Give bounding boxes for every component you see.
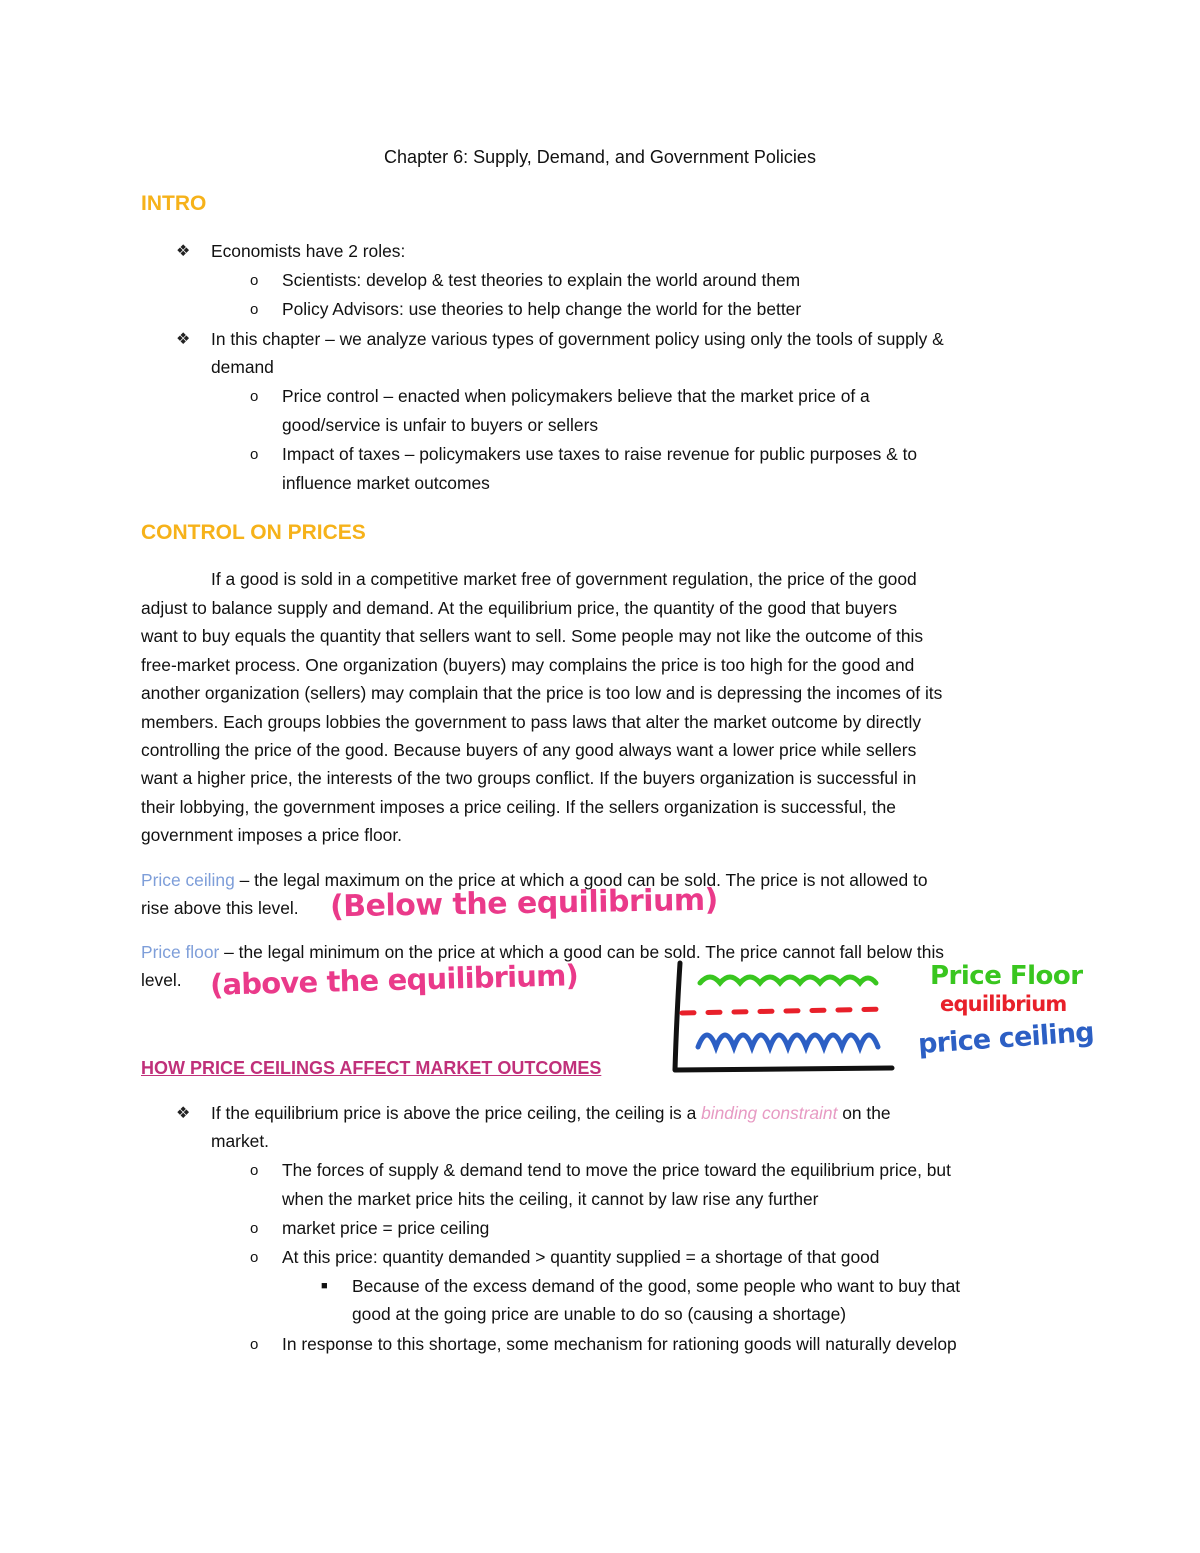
price-ceilings-heading: HOW PRICE CEILINGS AFFECT MARKET OUTCOMES: [141, 1058, 602, 1078]
control-paragraph-line: government imposes a price floor.: [141, 825, 402, 845]
price-ceiling-line: [698, 1035, 878, 1047]
price-floor-definition-line-2: level.: [141, 970, 182, 990]
control-paragraph-line: If a good is sold in a competitive market free of government regulation, the price of the good: [211, 569, 917, 589]
price-ceiling-text: – the legal maximum on the price at which a good can be sold. The price is not allowed to: [234, 870, 928, 890]
intro-taxes-line-1: Impact of taxes – policymakers use taxes to raise revenue for public purposes & to: [282, 444, 918, 464]
price-ceiling-term: Price ceiling: [141, 870, 235, 890]
circle-bullet-icon: o: [250, 1336, 259, 1353]
intro-heading: INTRO: [141, 192, 207, 215]
circle-bullet-icon: o: [250, 1220, 259, 1237]
intro-taxes-line-2: influence market outcomes: [282, 473, 490, 493]
control-paragraph-line: want to buy equals the quantity that sellers want to sell. Some people may not like the outcome of this: [141, 626, 924, 646]
handwritten-below-equilibrium: (Below the equilibrium): [329, 882, 719, 925]
ceilings-bullet-1-line-2: market.: [211, 1131, 269, 1151]
legend-equilibrium: equilibrium: [940, 992, 1067, 1016]
control-paragraph-line: another organization (sellers) may complain that the price is too low and is depressing the incomes of its: [141, 683, 943, 703]
equilibrium-line: [682, 1009, 888, 1013]
control-heading: CONTROL ON PRICES: [141, 521, 366, 544]
ceilings-sub-1-line-2: when the market price hits the ceiling, it cannot by law rise any further: [282, 1189, 819, 1209]
intro-bullet-2-line-2: demand: [211, 357, 274, 377]
diamond-bullet-icon: ❖: [176, 243, 191, 260]
intro-sub-1: Scientists: develop & test theories to explain the world around them: [282, 270, 801, 290]
legend-price-ceiling: price ceiling: [917, 1016, 1095, 1061]
price-floor-term: Price floor: [141, 942, 220, 962]
ceilings-sub-3-a-line-1: Because of the excess demand of the good, some people who want to buy that: [352, 1276, 961, 1296]
ceilings-sub-3-a-line-2: good at the going price are unable to do so (causing a shortage): [352, 1304, 847, 1324]
hand-drawn-price-diagram: [660, 955, 905, 1080]
binding-constraint-term: binding constraint: [701, 1103, 838, 1123]
circle-bullet-icon: o: [250, 1162, 259, 1179]
legend-price-floor: Price Floor: [930, 961, 1083, 991]
circle-bullet-icon: o: [250, 446, 259, 463]
circle-bullet-icon: o: [250, 1249, 259, 1266]
intro-bullet-1: Economists have 2 roles:: [211, 241, 406, 261]
control-paragraph-line: free-market process. One organization (buyers) may complains the price is too high for the good and: [141, 655, 915, 675]
price-floor-line: [700, 977, 876, 983]
intro-sub-2: Policy Advisors: use theories to help change the world for the better: [282, 299, 802, 319]
ceilings-bullet-1-tail: on the: [837, 1103, 891, 1123]
circle-bullet-icon: o: [250, 388, 259, 405]
ceilings-sub-2: market price = price ceiling: [282, 1218, 490, 1238]
price-floor-text: – the legal minimum on the price at which a good can be sold. The price cannot fall below this: [219, 942, 944, 962]
control-paragraph-line: members. Each groups lobbies the government to pass laws that alter the market outcome by directly: [141, 712, 922, 732]
ceilings-bullet-1-text: If the equilibrium price is above the price ceiling, the ceiling is a: [211, 1103, 702, 1123]
control-paragraph-line: want a higher price, the interests of the two groups conflict. If the buyers organization is successful in: [141, 768, 917, 788]
diamond-bullet-icon: ❖: [176, 1105, 191, 1122]
square-bullet-icon: ■: [321, 1280, 328, 1292]
price-ceiling-definition-line-2: rise above this level.: [141, 898, 299, 918]
ceilings-bullet-1: [211, 1099, 891, 1128]
ceilings-sub-4: In response to this shortage, some mechanism for rationing goods will naturally develop: [282, 1334, 957, 1354]
ceilings-sub-1-line-1: The forces of supply & demand tend to move the price toward the equilibrium price, but: [282, 1160, 951, 1180]
control-paragraph-line: controlling the price of the good. Because buyers of any good always want a lower price while sellers: [141, 740, 917, 760]
intro-price-control-line-2: good/service is unfair to buyers or sellers: [282, 415, 599, 435]
intro-price-control-line-1: Price control – enacted when policymakers believe that the market price of a: [282, 386, 870, 406]
circle-bullet-icon: o: [250, 301, 259, 318]
control-paragraph-line: their lobbying, the government imposes a price ceiling. If the sellers organization is successful, the: [141, 797, 896, 817]
control-paragraph-line: adjust to balance supply and demand. At the equilibrium price, the quantity of the good that buyers: [141, 598, 898, 618]
intro-bullet-2-line-1: In this chapter – we analyze various types of government policy using only the tools of supply &: [211, 329, 944, 349]
page-title: Chapter 6: Supply, Demand, and Government Policies: [384, 147, 816, 167]
ceilings-sub-3: At this price: quantity demanded > quantity supplied = a shortage of that good: [282, 1247, 880, 1267]
handwritten-above-equilibrium: (above the equilibrium): [209, 958, 579, 1002]
diamond-bullet-icon: ❖: [176, 331, 191, 348]
circle-bullet-icon: o: [250, 272, 259, 289]
